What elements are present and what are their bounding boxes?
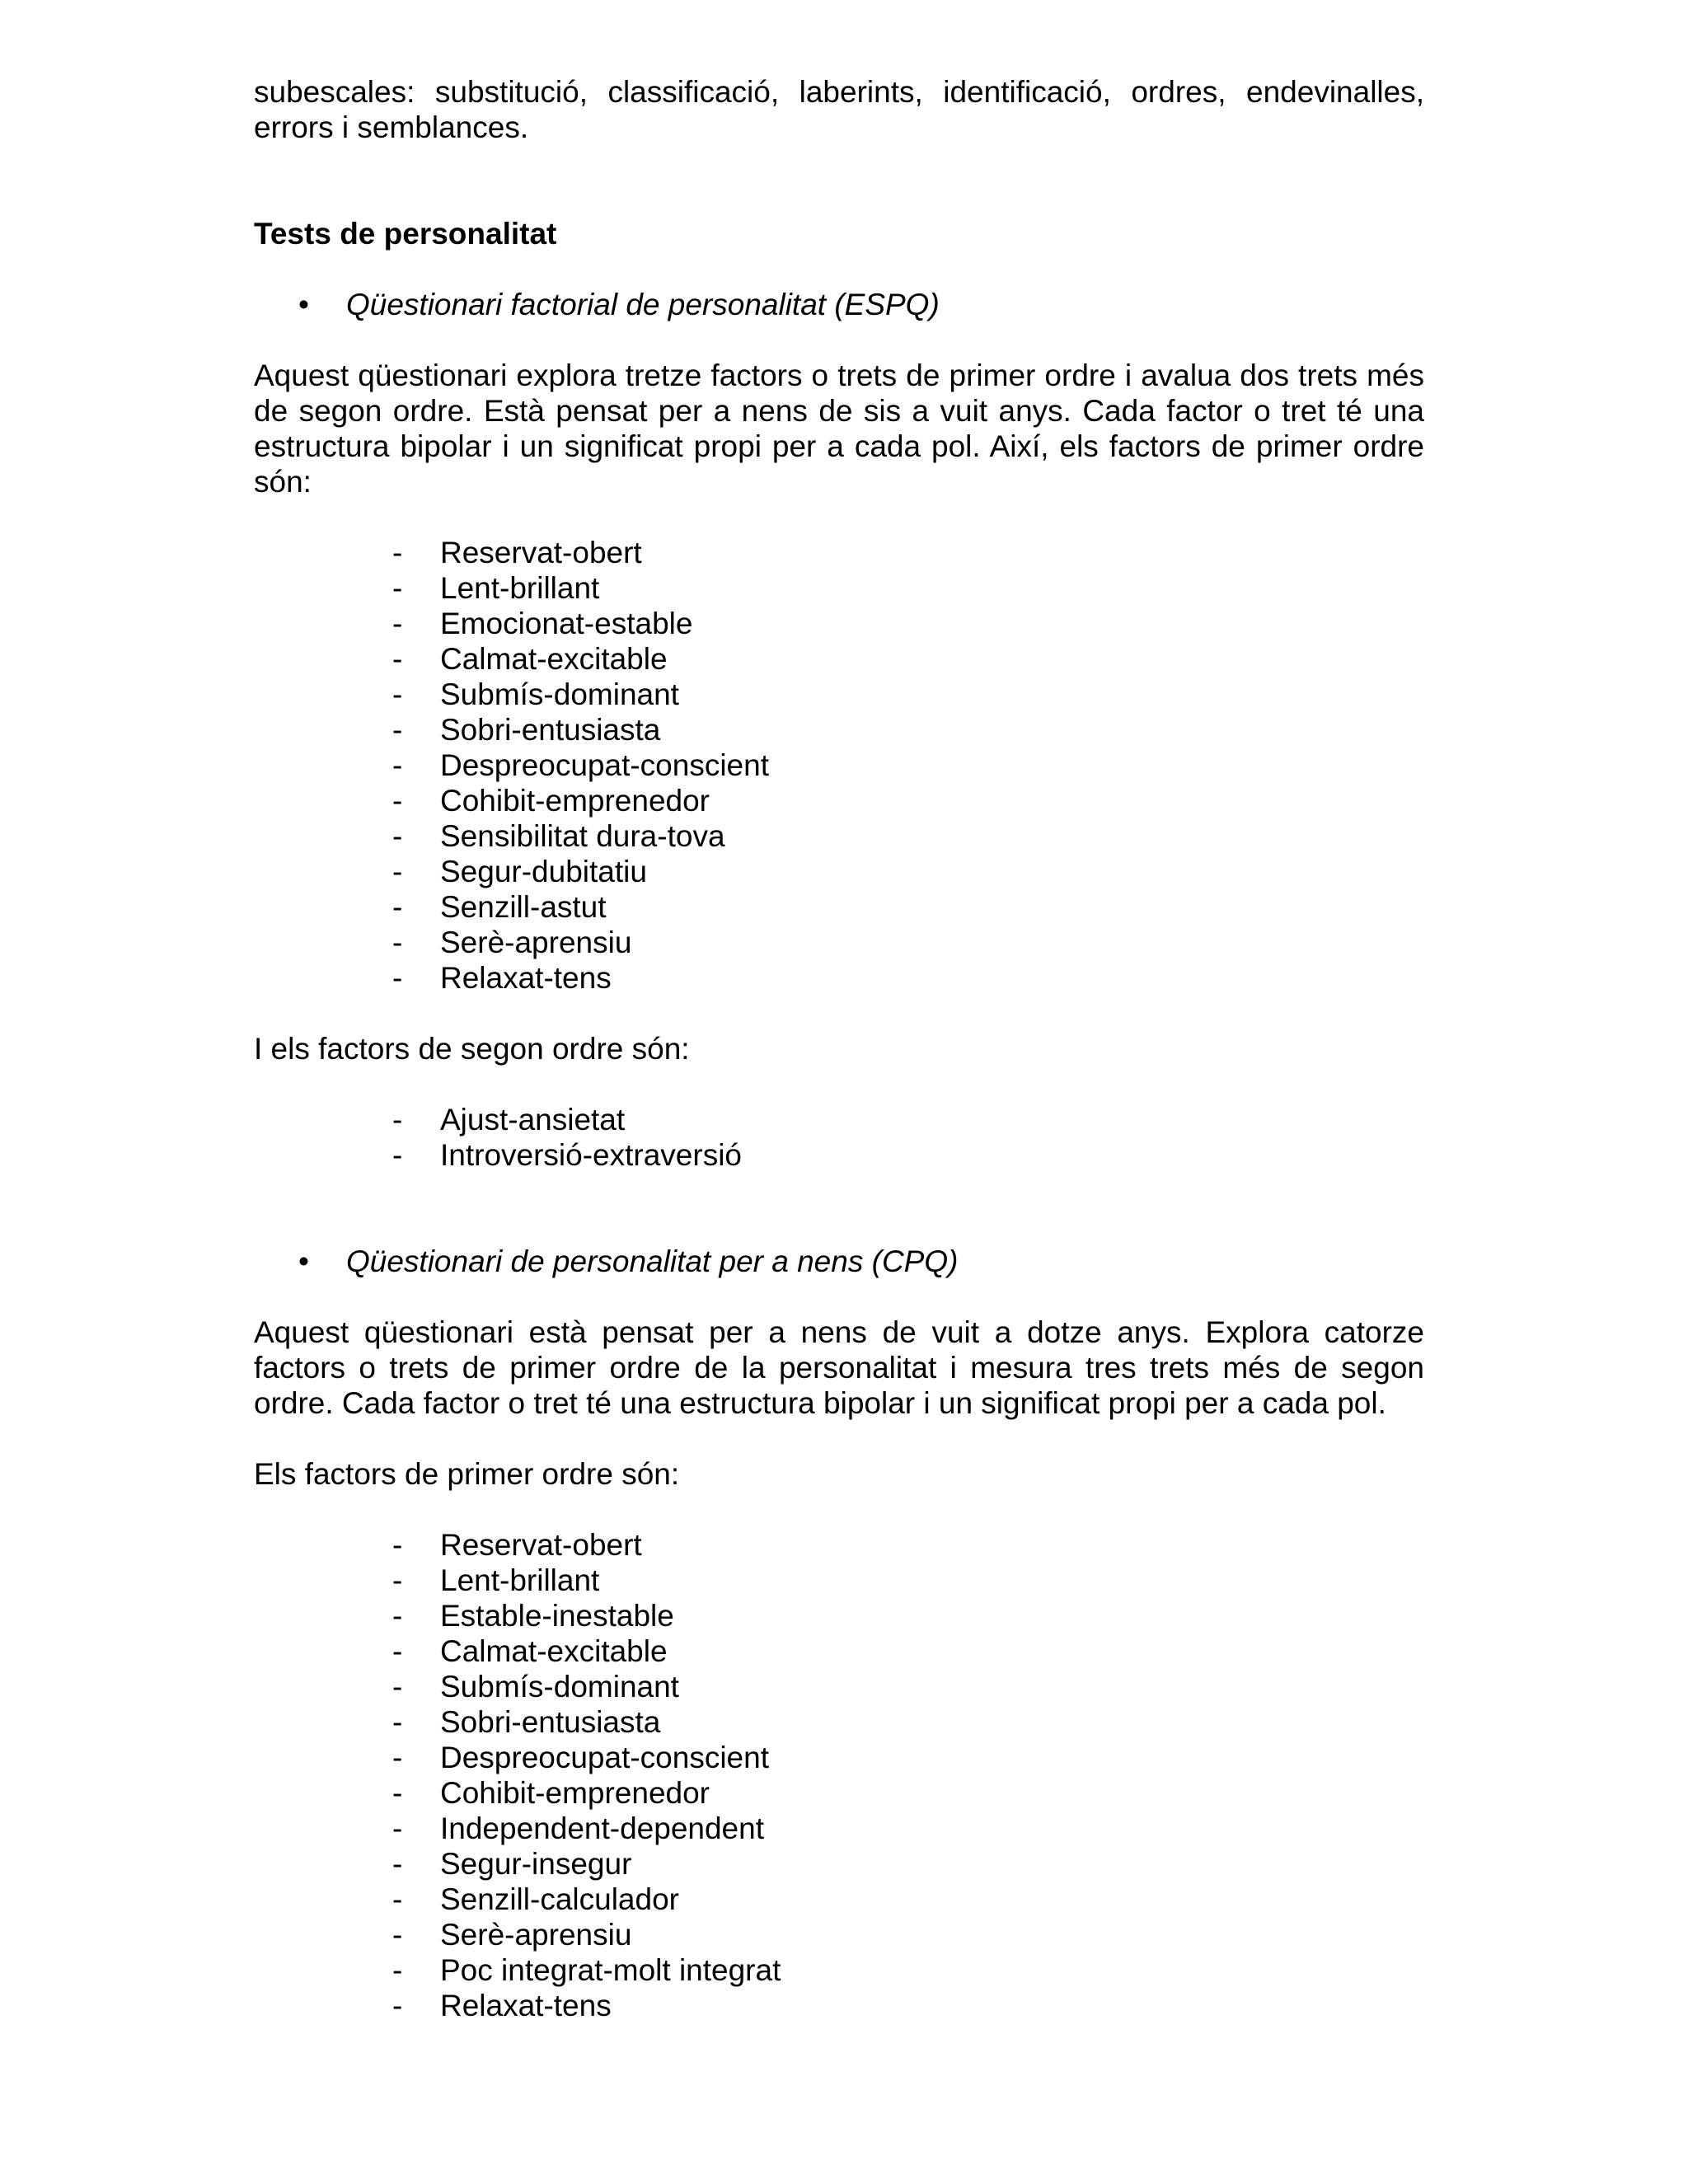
dash-marker: - xyxy=(392,1918,403,1952)
spacer xyxy=(254,499,1424,535)
list-item-text: Senzill-calculador xyxy=(440,1882,679,1916)
list-item-text: Calmat-excitable xyxy=(440,1634,668,1668)
dash-marker: - xyxy=(392,677,403,711)
list-item xyxy=(254,1669,1424,1704)
dash-marker: - xyxy=(392,1563,403,1597)
list-item xyxy=(254,1740,1424,1775)
bullet-icon: • xyxy=(298,288,309,321)
list-item-text: Serè-aprensiu xyxy=(440,926,632,959)
cpq-first-order-list xyxy=(254,1527,1424,2023)
list-item-text: Submís-dominant xyxy=(440,677,679,711)
dash-marker: - xyxy=(392,961,403,995)
dash-marker: - xyxy=(392,1847,403,1881)
list-item xyxy=(254,677,1424,712)
list-item xyxy=(254,1527,1424,1563)
spacer xyxy=(254,1492,1424,1527)
cpq-bullet-heading xyxy=(254,1244,1424,1279)
list-item-text: Emocionat-estable xyxy=(440,607,693,640)
dash-marker: - xyxy=(392,1103,403,1137)
dash-marker: - xyxy=(392,1138,403,1172)
list-item-text: Cohibit-emprenedor xyxy=(440,784,710,818)
list-item xyxy=(254,535,1424,570)
list-item-text: Despreocupat-conscient xyxy=(440,748,769,782)
list-item xyxy=(254,960,1424,996)
list-item xyxy=(254,712,1424,748)
dash-marker: - xyxy=(392,1705,403,1739)
dash-marker: - xyxy=(392,784,403,818)
list-item-text: Sensibilitat dura-tova xyxy=(440,819,725,853)
espq-bullet-heading xyxy=(254,287,1424,322)
dash-marker: - xyxy=(392,607,403,640)
list-item xyxy=(254,1704,1424,1740)
list-item xyxy=(254,1988,1424,2023)
spacer xyxy=(254,145,1424,216)
dash-marker: - xyxy=(392,748,403,782)
espq-second-order-list xyxy=(254,1102,1424,1173)
intro-continuation-paragraph: subescales: substitució, classificació, laberints, identificació, ordres, endevinalles, errors i semblances. xyxy=(254,75,1424,144)
list-item-text: Relaxat-tens xyxy=(440,1989,612,2022)
list-item xyxy=(254,1598,1424,1633)
dash-marker: - xyxy=(392,1882,403,1916)
dash-marker: - xyxy=(392,1670,403,1704)
espq-second-order-intro: I els factors de segon ordre són: xyxy=(254,1032,690,1066)
list-item-text: Senzill-astut xyxy=(440,890,607,924)
cpq-description: Aquest qüestionari està pensat per a nens de vuit a dotze anys. Explora catorze factors o trets de primer ordre de la personalitat i mesura tres trets més de segon ordre. Cada factor o tret té una estructura bipolar i un significat propi per a cada pol. xyxy=(254,1315,1424,1420)
list-item-text: Sobri-entusiasta xyxy=(440,713,661,747)
list-item-text: Lent-brillant xyxy=(440,1563,600,1597)
list-item xyxy=(254,783,1424,818)
dash-marker: - xyxy=(392,642,403,676)
list-item-text: Segur-insegur xyxy=(440,1847,632,1881)
dash-marker: - xyxy=(392,713,403,747)
spacer xyxy=(254,1421,1424,1456)
list-item xyxy=(254,925,1424,960)
list-item xyxy=(254,1882,1424,1917)
list-item xyxy=(254,1917,1424,1952)
list-item xyxy=(254,606,1424,641)
spacer xyxy=(254,251,1424,287)
document-page xyxy=(254,74,1424,2023)
spacer xyxy=(254,1066,1424,1102)
dash-marker: - xyxy=(392,571,403,605)
dash-marker: - xyxy=(392,1989,403,2022)
dash-marker: - xyxy=(392,890,403,924)
list-item-text: Introversió-extraversió xyxy=(440,1138,743,1172)
list-item-text: Reservat-obert xyxy=(440,536,642,569)
cpq-title: Qüestionari de personalitat per a nens (CPQ) xyxy=(346,1244,959,1278)
dash-marker: - xyxy=(392,536,403,569)
spacer xyxy=(254,1279,1424,1315)
cpq-first-order-intro: Els factors de primer ordre són: xyxy=(254,1457,680,1491)
dash-marker: - xyxy=(392,1811,403,1845)
list-item-text: Lent-brillant xyxy=(440,571,600,605)
list-item-text: Sobri-entusiasta xyxy=(440,1705,661,1739)
list-item xyxy=(254,1137,1424,1173)
list-item xyxy=(254,818,1424,854)
list-item-text: Independent-dependent xyxy=(440,1811,764,1845)
list-item xyxy=(254,1633,1424,1669)
section-heading: Tests de personalitat xyxy=(254,217,557,251)
dash-marker: - xyxy=(392,926,403,959)
list-item-text: Poc integrat-molt integrat xyxy=(440,1953,781,1987)
list-item-text: Serè-aprensiu xyxy=(440,1918,632,1952)
espq-title: Qüestionari factorial de personalitat (ESPQ) xyxy=(346,288,940,321)
list-item xyxy=(254,1811,1424,1846)
spacer xyxy=(254,322,1424,358)
dash-marker: - xyxy=(392,1776,403,1810)
list-item xyxy=(254,641,1424,677)
dash-marker: - xyxy=(392,1741,403,1774)
list-item xyxy=(254,570,1424,606)
list-item-text: Reservat-obert xyxy=(440,1528,642,1562)
list-item-text: Estable-inestable xyxy=(440,1599,674,1633)
list-item xyxy=(254,748,1424,783)
espq-description: Aquest qüestionari explora tretze factors o trets de primer ordre i avalua dos trets més de segon ordre. Està pensat per a nens de sis a vuit anys. Cada factor o tret té una estructura bipolar i un significat propi per a cada pol. Així, els factors de primer ordre són: xyxy=(254,359,1424,499)
bullet-icon: • xyxy=(298,1244,309,1278)
espq-first-order-list xyxy=(254,535,1424,996)
list-item xyxy=(254,1563,1424,1598)
list-item-text: Relaxat-tens xyxy=(440,961,612,995)
list-item-text: Submís-dominant xyxy=(440,1670,679,1704)
list-item xyxy=(254,889,1424,925)
list-item-text: Calmat-excitable xyxy=(440,642,668,676)
dash-marker: - xyxy=(392,1528,403,1562)
dash-marker: - xyxy=(392,1953,403,1987)
dash-marker: - xyxy=(392,819,403,853)
list-item-text: Despreocupat-conscient xyxy=(440,1741,769,1774)
spacer xyxy=(254,1173,1424,1244)
dash-marker: - xyxy=(392,1634,403,1668)
list-item xyxy=(254,854,1424,889)
list-item-text: Cohibit-emprenedor xyxy=(440,1776,710,1810)
list-item-text: Segur-dubitatiu xyxy=(440,855,647,888)
dash-marker: - xyxy=(392,1599,403,1633)
list-item xyxy=(254,1775,1424,1811)
list-item xyxy=(254,1102,1424,1137)
list-item xyxy=(254,1846,1424,1882)
spacer xyxy=(254,996,1424,1031)
list-item xyxy=(254,1952,1424,1988)
dash-marker: - xyxy=(392,855,403,888)
list-item-text: Ajust-ansietat xyxy=(440,1103,626,1137)
